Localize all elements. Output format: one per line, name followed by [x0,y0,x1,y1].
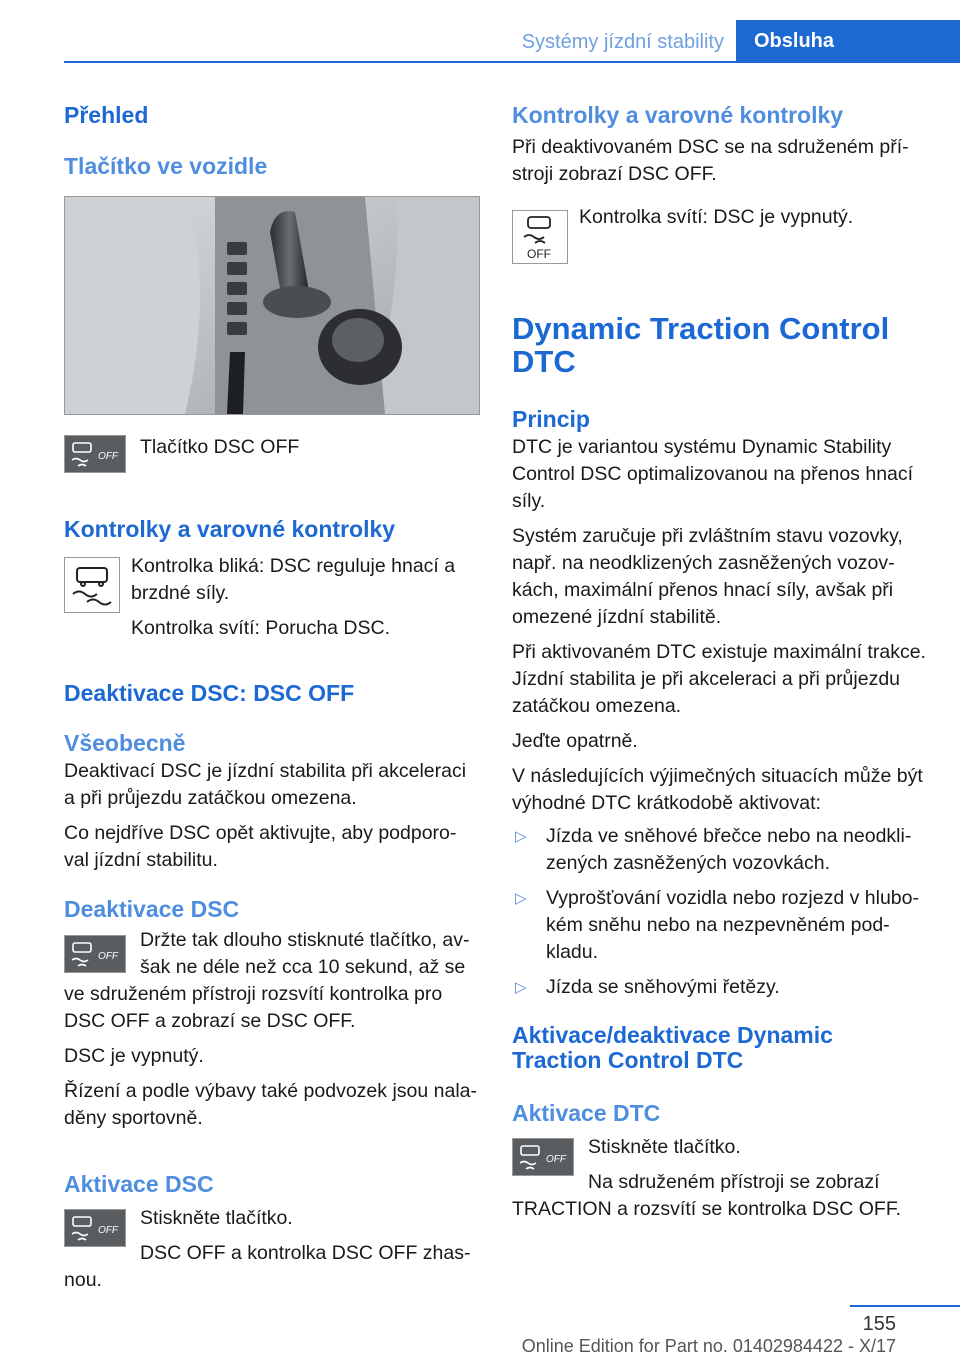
text-deaktivace-3: ve sdruženém přístroji rozsvítí kontrolka pro DSC OFF a zobrazí se DSC OFF. [64,983,443,1032]
list-item: ▷ Jízda se sněhovými řetězy. [512,974,928,1001]
svg-text:OFF: OFF [98,451,118,462]
text-deaktivace-2: šak ne déle než cca 10 sekund, až se [140,956,466,978]
svg-text:OFF: OFF [546,1154,566,1165]
heading-aktivace-dsc: Aktivace DSC [64,1171,214,1197]
header-rule [64,61,960,63]
dsc-off-warning-icon [512,210,568,264]
header-chapter-label: Obsluha [754,30,835,52]
right-column [512,100,928,1223]
heading-deaktivace-dsc: Deaktivace DSC [64,896,240,922]
text-aktivace-dtc-2: Na sdruženém přístroji se zobrazí [588,1171,880,1193]
heading-dtc: Dynamic Traction Control DTC [512,311,890,379]
text-aktivace-3: nou. [64,1269,102,1291]
text-rizeni: Řízení a podle výbavy také podvozek jsou nala‐děny sportovně. [64,1080,477,1129]
heading-aktivace-dtc: Aktivace DTC [512,1100,661,1126]
dsc-off-lamp-row [512,204,928,264]
aktivace-row [64,1205,480,1294]
caption-dsc-off: Tlačítko DSC OFF [140,436,300,458]
text-aktivace-1: Stiskněte tlačítko. [140,1207,293,1229]
heading-prehled: Přehled [64,102,149,128]
heading-kontrolky-right: Kontrolky a varovné kontrolky [512,102,844,128]
heading-deaktivace-off: Deaktivace DSC: DSC OFF [64,680,355,706]
text-dsc-off-lamp: Kontrolka svítí: DSC je vypnutý. [579,206,854,228]
lamp-lit-text: Kontrolka svítí: Porucha DSC. [131,617,391,639]
text-princip-1: DTC je variantou systému Dynamic Stability Control DSC optimalizovanou na přenos hnací síly. [512,436,914,512]
bullet-marker: ▷ [515,979,527,996]
text-princip-2: Systém zaručuje při zvláštním stavu vozovky, např. na neodklizených zasněžených vozov‐kách, maximální přenos hnací síly, avšak při omezené jízdní stabilitě. [512,525,903,628]
heading-kontrolky-left: Kontrolky a varovné kontrolky [64,516,396,542]
text-aktivace-2: DSC OFF a kontrolka DSC OFF zhas‐ [140,1242,471,1264]
warning-lamp-row [64,553,480,642]
text-deaktivace-1: Držte tak dlouho stisknuté tlačítko, av‐ [140,929,470,951]
text-aktivace-dtc-1: Stiskněte tlačítko. [588,1136,741,1158]
svg-text:OFF: OFF [98,1225,118,1236]
text-princip-5: V následujících výjimečných situacích může být výhodné DTC krátkodobě aktivovat: [512,765,923,814]
heading-vseobecne: Všeobecně [64,730,186,756]
svg-text:OFF: OFF [527,247,551,261]
edition-note: Online Edition for Part no. 01402984422 - X/17 [521,1336,896,1356]
lamp-flashing-text: Kontrolka bliká: DSC reguluje hnací a brzdné síly. [131,555,456,604]
text-princip-3: Při aktivovaném DTC existuje maximální trakce. Jízdní stabilita je při akceleraci a při průjezdu zatáčkou omezena. [512,641,926,717]
text-dsc-vypnuty: DSC je vypnutý. [64,1045,204,1067]
header-section-title: Systémy jízdní stability [521,31,724,53]
bullet-marker: ▷ [515,828,527,845]
button-icon-row [64,434,480,474]
svg-text:OFF: OFF [98,951,118,962]
text-princip-4: Jeďte opatrně. [512,730,638,752]
situations-list [512,823,928,1001]
dsc-warning-icon [64,557,120,613]
list-item: ▷ Vyprošťování vozidla nebo rozjezd v hlubo‐kém sněhu nebo na nezpevněném pod‐kladu. [515,887,919,963]
left-column [64,100,480,1294]
text-aktivace-dtc-3: TRACTION a rozsvítí se kontrolka DSC OFF. [512,1198,901,1220]
page-number: 155 [862,1313,896,1335]
dsc-off-button-icon [64,935,126,973]
aktivace-dtc-row [512,1134,928,1223]
dsc-off-button-icon [512,1138,574,1176]
footer-rule [850,1305,960,1307]
heading-tlacitko: Tlačítko ve vozidle [64,153,268,179]
header-chapter-tab [736,20,960,63]
console-photo [64,196,480,415]
text-kontrolky-right: Při deaktivovaném DSC se na sdruženém pří‐stroji zobrazí DSC OFF. [512,136,909,185]
list-item: ▷ Jízda ve sněhové břečce nebo na neodkli‐zených zasněžených vozovkách. [515,825,912,874]
dsc-off-button-icon [64,1209,126,1247]
text-obecne-1: Deaktivací DSC je jízdní stabilita při akceleraci a při průjezdu zatáčkou omezena. [64,760,467,809]
bullet-marker: ▷ [515,890,527,907]
dsc-off-button-icon [64,435,126,473]
deaktivace-row [64,927,480,1035]
text-obecne-2: Co nejdříve DSC opět aktivujte, aby podporo‐val jízdní stabilitu. [64,822,457,871]
heading-princip: Princip [512,406,590,432]
heading-akt-deak: Aktivace/deaktivace Dynamic Traction Control DTC [512,1022,833,1073]
